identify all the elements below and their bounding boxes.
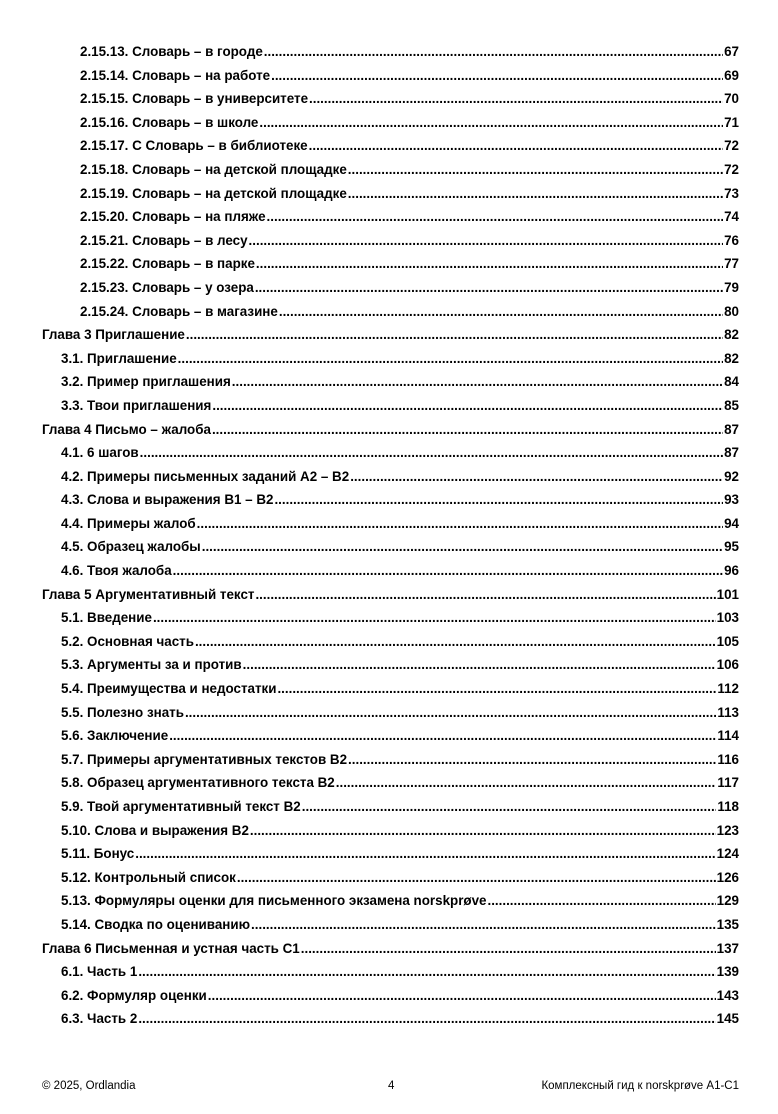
toc-entry-page: 94 (724, 515, 739, 531)
toc-entry[interactable] (0, 91, 778, 115)
toc-entry-title: 2.15.18. Словарь – на детской площадке (80, 161, 347, 177)
toc-entry-title: 2.15.16. Словарь – в школе (80, 114, 259, 130)
toc-dot-leader (277, 681, 716, 697)
toc-entry-page: 82 (724, 350, 739, 366)
toc-entry-title: 3.1. Приглашение (61, 350, 177, 366)
toc-entry[interactable] (0, 539, 778, 563)
toc-entry-page: 105 (716, 633, 739, 649)
toc-dot-leader (259, 115, 723, 131)
toc-entry-page: 72 (724, 138, 739, 154)
toc-entry-page: 69 (724, 67, 739, 83)
toc-entry-page: 137 (716, 940, 739, 956)
toc-entry[interactable] (0, 492, 778, 516)
toc-entry[interactable] (0, 917, 778, 941)
toc-entry[interactable] (0, 422, 778, 446)
toc-dot-leader (249, 233, 724, 249)
toc-dot-leader (237, 870, 716, 886)
toc-dot-leader (135, 846, 715, 862)
toc-dot-leader (256, 256, 723, 272)
toc-entry[interactable] (0, 327, 778, 351)
toc-dot-leader (274, 492, 723, 508)
toc-dot-leader (487, 893, 715, 909)
toc-entry[interactable] (0, 398, 778, 422)
toc-entry-title: 4.4. Примеры жалоб (61, 515, 196, 531)
toc-entry-page: 85 (724, 397, 739, 413)
toc-entry-page: 126 (716, 869, 739, 885)
toc-dot-leader (212, 398, 723, 414)
toc-entry[interactable] (0, 775, 778, 799)
toc-dot-leader (336, 775, 717, 791)
toc-entry[interactable] (0, 304, 778, 328)
toc-entry[interactable] (0, 752, 778, 776)
toc-entry-title: 6.1. Часть 1 (61, 964, 138, 980)
toc-entry-page: 80 (724, 303, 739, 319)
toc-entry-page: 76 (724, 232, 739, 248)
toc-entry-title: 2.15.14. Словарь – на работе (80, 67, 271, 83)
toc-entry-title: 5.5. Полезно знать (61, 704, 184, 720)
toc-entry-page: 95 (724, 539, 739, 555)
toc-entry-title: 5.4. Преимущества и недостатки (61, 681, 277, 697)
toc-entry-page: 124 (716, 846, 739, 862)
toc-entry[interactable] (0, 893, 778, 917)
toc-dot-leader (255, 280, 723, 296)
toc-entry-title: 5.2. Основная часть (61, 633, 194, 649)
toc-entry-page: 73 (724, 185, 739, 201)
toc-entry-page: 96 (724, 563, 739, 579)
toc-dot-leader (197, 516, 723, 532)
toc-entry-page: 103 (716, 610, 739, 626)
toc-entry-page: 129 (716, 893, 739, 909)
toc-dot-leader (138, 1011, 715, 1027)
toc-entry[interactable] (0, 374, 778, 398)
toc-entry[interactable] (0, 964, 778, 988)
toc-entry[interactable] (0, 233, 778, 257)
toc-entry-page: 71 (724, 114, 739, 130)
toc-entry-title: 5.14. Сводка по оцениванию (61, 916, 251, 932)
toc-entry-page: 143 (716, 987, 739, 1003)
toc-entry[interactable] (0, 516, 778, 540)
toc-entry-title: 3.3. Твои приглашения (61, 397, 212, 413)
toc-entry-title: 5.9. Твой аргументативный текст В2 (61, 799, 301, 814)
toc-entry[interactable] (0, 634, 778, 658)
toc-entry-title: 2.15.23. Словарь – у озера (80, 279, 254, 295)
toc-dot-leader (271, 68, 723, 84)
footer-page-number: 4 (388, 1080, 395, 1092)
toc-dot-leader (309, 91, 723, 107)
toc-entry-title: Глава 5 Аргументативный текст (42, 586, 255, 602)
toc-entry-page: 67 (724, 44, 739, 59)
toc-dot-leader (348, 162, 723, 178)
toc-entry-title: 2.15.19. Словарь – на детской площадке (80, 185, 347, 201)
toc-dot-leader (301, 941, 716, 957)
toc-entry-title: Глава 3 Приглашение (42, 327, 185, 343)
toc-dot-leader (255, 587, 715, 603)
toc-entry[interactable] (0, 469, 778, 493)
toc-entry[interactable] (0, 563, 778, 587)
toc-entry[interactable] (0, 941, 778, 965)
toc-dot-leader (195, 634, 716, 650)
toc-entry[interactable] (0, 186, 778, 210)
toc-entry-title: 5.1. Введение (61, 610, 152, 626)
toc-entry-page: 145 (716, 1011, 739, 1027)
toc-entry-title: 3.2. Пример приглашения (61, 374, 231, 390)
toc-entry-page: 139 (716, 964, 739, 980)
toc-entry-title: 4.1. 6 шагов (61, 445, 139, 461)
toc-entry[interactable] (0, 587, 778, 611)
toc-entry-title: 5.13. Формуляры оценки для письменного экзамена norskprøve (61, 893, 487, 909)
toc-dot-leader (250, 823, 716, 839)
toc-dot-leader (309, 138, 723, 154)
toc-dot-leader (232, 374, 723, 390)
toc-entry[interactable] (0, 44, 778, 68)
toc-entry-title: 2.15.24. Словарь – в магазине (80, 303, 278, 319)
toc-entry[interactable] (0, 799, 778, 823)
toc-entry-page: 101 (716, 586, 739, 602)
toc-dot-leader (153, 610, 716, 626)
toc-dot-leader (279, 304, 723, 320)
toc-entry[interactable] (0, 846, 778, 870)
toc-entry-page: 82 (724, 327, 739, 343)
toc-entry-page: 112 (717, 681, 739, 697)
toc-dot-leader (348, 186, 723, 202)
toc-entry-title: Глава 6 Письменная и устная часть С1 (42, 940, 300, 956)
toc-entry-title: 4.2. Примеры письменных заданий А2 – В2 (61, 468, 350, 484)
toc-entry-title: 2.15.22. Словарь – в парке (80, 256, 255, 272)
toc-entry-page: 87 (724, 421, 739, 437)
toc-entry[interactable] (0, 1011, 778, 1035)
toc-entry[interactable] (0, 138, 778, 162)
toc-entry-title: 4.6. Твоя жалоба (61, 563, 172, 579)
toc-entry[interactable] (0, 115, 778, 139)
toc-dot-leader (185, 705, 716, 721)
toc-dot-leader (173, 563, 723, 579)
toc-dot-leader (208, 988, 716, 1004)
toc-entry[interactable] (0, 823, 778, 847)
toc-entry[interactable] (0, 209, 778, 233)
toc-entry-title: 2.15.21. Словарь – в лесу (80, 232, 248, 248)
toc-entry-title: 2.15.13. Словарь – в городе (80, 44, 263, 59)
toc-entry-title: 5.8. Образец аргументативного текста В2 (61, 775, 335, 791)
toc-dot-leader (212, 422, 723, 438)
toc-entry[interactable] (0, 657, 778, 681)
toc-dot-leader (251, 917, 716, 933)
toc-entry-page: 117 (717, 775, 739, 791)
toc-entry-title: 5.11. Бонус (61, 846, 135, 862)
toc-entry-title: 2.15.20. Словарь – на пляже (80, 209, 266, 225)
toc-entry-page: 74 (724, 209, 739, 225)
toc-entry-page: 114 (717, 728, 739, 744)
toc-entry[interactable] (0, 68, 778, 92)
toc-entry-page: 93 (724, 492, 739, 508)
toc-entry-title: 5.12. Контрольный список (61, 869, 236, 885)
toc-entry-title: Глава 4 Письмо – жалоба (42, 421, 211, 437)
toc-entry-page: 92 (724, 468, 739, 484)
toc-entry-page: 116 (717, 751, 739, 767)
toc-dot-leader (140, 445, 723, 461)
page-footer (0, 1080, 778, 1096)
toc-entry-page: 70 (724, 91, 739, 107)
toc-dot-leader (264, 44, 723, 60)
toc-dot-leader (350, 469, 723, 485)
toc-dot-leader (348, 752, 716, 768)
toc-entry-title: 2.15.15. Словарь – в университете (80, 91, 309, 107)
toc-entry-page: 77 (724, 256, 739, 272)
toc-entry-page: 79 (724, 279, 739, 295)
toc-entry-title: 5.7. Примеры аргументативных текстов В2 (61, 751, 348, 767)
toc-entry-title: 5.3. Аргументы за и против (61, 657, 242, 673)
toc-entry[interactable] (0, 610, 778, 634)
toc-dot-leader (169, 728, 716, 744)
toc-entry-title: 4.3. Слова и выражения В1 – В2 (61, 492, 274, 508)
toc-entry[interactable] (0, 162, 778, 186)
toc-entry[interactable] (0, 351, 778, 375)
toc-entry[interactable] (0, 445, 778, 469)
toc-dot-leader (138, 964, 715, 980)
footer-copyright: © 2025, Ordlandia (42, 1080, 136, 1092)
toc-entry[interactable] (0, 705, 778, 729)
toc-entry-page: 123 (716, 822, 739, 838)
toc-entry-title: 5.10. Слова и выражения В2 (61, 822, 249, 838)
toc-entry-title: 5.6. Заключение (61, 728, 169, 744)
toc-entry-page: 84 (724, 374, 739, 390)
toc-dot-leader (243, 657, 716, 673)
toc-entry-page: 106 (716, 657, 739, 673)
toc-dot-leader (178, 351, 723, 367)
toc-entry-title: 2.15.17. С Словарь – в библиотеке (80, 138, 308, 154)
toc-dot-leader (202, 539, 723, 555)
toc-entry[interactable] (0, 681, 778, 705)
toc-entry[interactable] (0, 728, 778, 752)
toc-entry-title: 6.3. Часть 2 (61, 1011, 138, 1027)
toc-entry-page: 72 (724, 161, 739, 177)
toc-dot-leader (302, 799, 717, 815)
toc-entry-page: 113 (717, 704, 739, 720)
footer-book-title: Комплексный гид к norskprøve А1-С1 (541, 1080, 739, 1092)
toc-dot-leader (186, 327, 723, 343)
toc-entry[interactable] (0, 988, 778, 1012)
toc-entry[interactable] (0, 870, 778, 894)
toc-dot-leader (267, 209, 724, 225)
toc-entry-title: 6.2. Формуляр оценки (61, 987, 207, 1003)
toc-entry-title: 4.5. Образец жалобы (61, 539, 201, 555)
toc-entry[interactable] (0, 280, 778, 304)
table-of-contents (0, 44, 778, 1035)
toc-entry-page: 135 (716, 916, 739, 932)
toc-entry-page: 118 (717, 799, 739, 814)
toc-entry-page: 87 (724, 445, 739, 461)
toc-entry[interactable] (0, 256, 778, 280)
